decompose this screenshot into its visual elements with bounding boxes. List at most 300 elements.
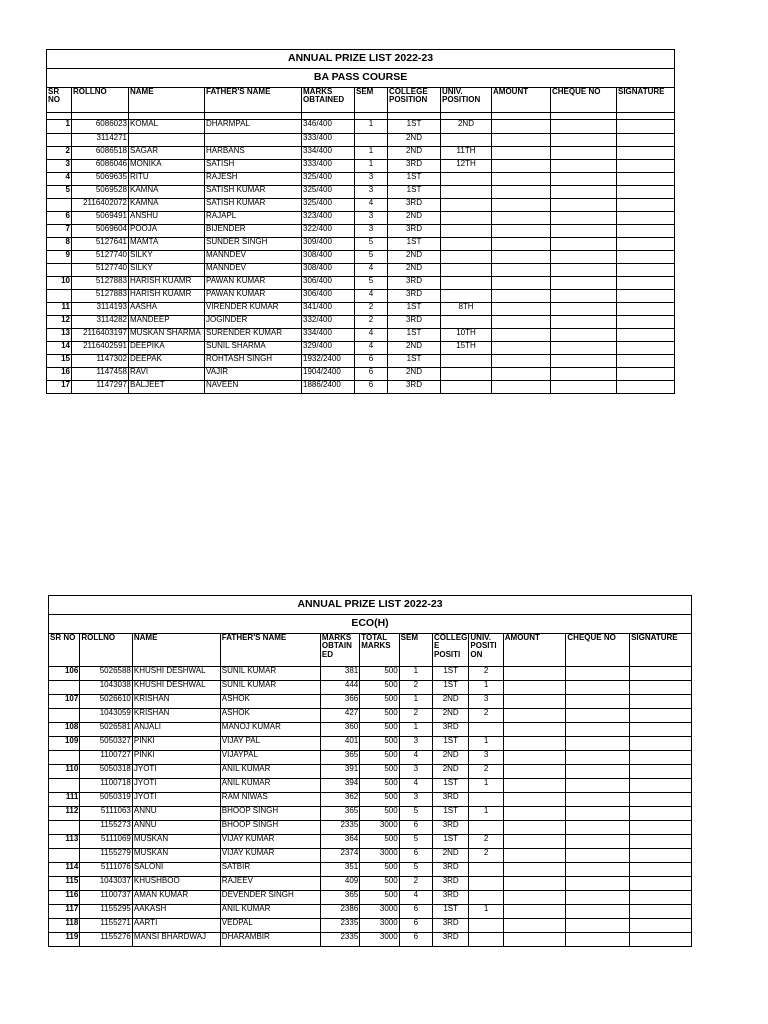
univ-position-cell [441,316,492,329]
sem-cell: 2 [355,316,388,329]
rollno-cell: 3114271 [72,134,129,147]
total-marks-cell: 500 [360,779,399,793]
rollno-cell: 1043037 [80,877,133,891]
table-row [47,173,675,186]
univ-position-cell: 1 [469,737,503,751]
rollno-cell: 1155295 [80,905,133,919]
sem-cell: 2 [399,877,432,891]
amount-cell [503,835,566,849]
amount-cell [503,709,566,723]
college-position-cell: 3RD [433,877,469,891]
spacer-cell [388,113,441,120]
sr-no-cell: 4 [47,173,72,186]
marks-obtained-cell: 2335 [320,919,359,933]
univ-position-cell: 11TH [441,147,492,160]
sr-no-cell: 115 [49,877,80,891]
signature-cell [630,807,692,821]
college-position-cell: 3RD [433,891,469,905]
cheque-no-cell [551,264,617,277]
sr-no-cell: 11 [47,303,72,316]
table-subtitle: ECO(H) [49,615,692,634]
sem-cell: 1 [355,147,388,160]
sem-cell: 1 [399,723,432,737]
total-marks-cell: 500 [360,807,399,821]
name-cell: DEEPIKA [129,342,205,355]
signature-cell [630,793,692,807]
header-row [49,634,692,667]
table-row [47,225,675,238]
sem-cell: 4 [399,779,432,793]
rollno-cell: 6086023 [72,120,129,134]
total-marks-cell: 3000 [360,919,399,933]
rollno-cell: 5026581 [80,723,133,737]
sr-no-cell: 8 [47,238,72,251]
name-cell: JYOTI [132,779,220,793]
father-name-cell: RAM NIWAS [220,793,320,807]
signature-cell [617,342,675,355]
sem-cell: 4 [355,342,388,355]
marks-obtained-cell: 366 [320,695,359,709]
total-marks-cell: 500 [360,709,399,723]
header-row [47,88,675,113]
marks-obtained-cell: 444 [320,681,359,695]
name-cell: HARISH KUAMR [129,277,205,290]
amount-cell [492,186,551,199]
table-row [47,147,675,160]
marks-cell: 325/400 [302,173,355,186]
cheque-no-cell [551,316,617,329]
college-position-cell: 1ST [388,329,441,342]
name-cell: KOMAL [129,120,205,134]
table-row [47,290,675,303]
table-row [49,891,692,905]
table-row [49,919,692,933]
sem-cell: 3 [355,212,388,225]
sem-cell: 6 [355,355,388,368]
sem-cell: 3 [355,225,388,238]
college-position-cell: 1ST [433,779,469,793]
college-position-cell: 2ND [388,368,441,381]
college-position-cell: 1ST [433,807,469,821]
rollno-cell: 1043038 [80,681,133,695]
name-cell: RAVI [129,368,205,381]
sem-cell: 1 [355,120,388,134]
univ-position-cell: 2 [469,709,503,723]
cheque-no-cell [566,821,630,835]
amount-cell [492,251,551,264]
sr-no-cell: 7 [47,225,72,238]
father-name-cell: SUNIL KUMAR [220,681,320,695]
college-position-cell: 3RD [388,277,441,290]
table-row [49,821,692,835]
cheque-no-cell [551,186,617,199]
college-position-cell: 1ST [388,186,441,199]
sr-no-cell: 108 [49,723,80,737]
cheque-no-cell [566,933,630,947]
sem-cell: 1 [355,160,388,173]
col-header-amount: AMOUNT [503,634,566,667]
sr-no-cell [49,709,80,723]
univ-position-cell [441,264,492,277]
table-row [49,835,692,849]
marks-cell: 329/400 [302,342,355,355]
signature-cell [630,821,692,835]
cheque-no-cell [566,877,630,891]
marks-cell: 325/400 [302,199,355,212]
cheque-no-cell [551,173,617,186]
col-header-sem: SEM [399,634,432,667]
sem-cell: 6 [399,919,432,933]
sr-no-cell [47,134,72,147]
col-header-univ-position: UNIV. POSITION [441,88,492,113]
name-cell: MONIKA [129,160,205,173]
col-header-cheque-no: CHEQUE NO [551,88,617,113]
amount-cell [503,667,566,681]
cheque-no-cell [551,134,617,147]
signature-cell [630,891,692,905]
cheque-no-cell [566,779,630,793]
total-marks-cell: 500 [360,737,399,751]
rollno-cell: 5026610 [80,695,133,709]
table-row [47,355,675,368]
signature-cell [617,173,675,186]
marks-cell: 341/400 [302,303,355,316]
table-row [47,160,675,173]
marks-obtained-cell: 360 [320,723,359,737]
father-name-cell: PAWAN KUMAR [205,277,302,290]
rollno-cell: 2116402072 [72,199,129,212]
rollno-cell: 6086518 [72,147,129,160]
ba-pass-course-rows [47,120,675,394]
sem-cell: 6 [399,849,432,863]
table-row [49,723,692,737]
signature-cell [617,160,675,173]
sem-cell: 1 [399,695,432,709]
name-cell: KAMNA [129,199,205,212]
signature-cell [617,329,675,342]
total-marks-cell: 500 [360,667,399,681]
table-row [49,863,692,877]
marks-cell: 322/400 [302,225,355,238]
name-cell: AMAN KUMAR [132,891,220,905]
marks-obtained-cell: 365 [320,807,359,821]
col-header-cheque-no: CHEQUE NO [566,634,630,667]
univ-position-cell [441,173,492,186]
amount-cell [492,368,551,381]
amount-cell [503,807,566,821]
college-position-cell: 2ND [388,212,441,225]
univ-position-cell: 1 [469,807,503,821]
name-cell: ANSHU [129,212,205,225]
ba-pass-course-table [46,49,675,394]
col-header-total-marks: TOTAL MARKS [360,634,399,667]
signature-cell [630,723,692,737]
total-marks-cell: 500 [360,835,399,849]
rollno-cell: 6086046 [72,160,129,173]
col-header-college-position: COLLEGE POSITION [388,88,441,113]
sr-no-cell: 17 [47,381,72,394]
father-name-cell: RAJAPL [205,212,302,225]
cheque-no-cell [566,751,630,765]
eco-h-rows [49,667,692,947]
college-position-cell: 3RD [433,863,469,877]
signature-cell [630,933,692,947]
col-header-signature: SIGNATURE [630,634,692,667]
sem-cell: 3 [399,765,432,779]
table-row [49,849,692,863]
amount-cell [503,723,566,737]
name-cell: BALJEET [129,381,205,394]
cheque-no-cell [551,303,617,316]
rollno-cell: 5069491 [72,212,129,225]
sem-cell: 2 [355,303,388,316]
amount-cell [492,147,551,160]
sr-no-cell [47,290,72,303]
sr-no-cell: 12 [47,316,72,329]
rollno-cell: 5050318 [80,765,133,779]
total-marks-cell: 500 [360,681,399,695]
total-marks-cell: 500 [360,891,399,905]
marks-cell: 1886/2400 [302,381,355,394]
rollno-cell: 5050327 [80,737,133,751]
amount-cell [503,695,566,709]
univ-position-cell: 12TH [441,160,492,173]
name-cell: SILKY [129,251,205,264]
sem-cell: 4 [355,329,388,342]
cheque-no-cell [566,681,630,695]
table-row [47,277,675,290]
name-cell: SAGAR [129,147,205,160]
sem-cell: 6 [355,381,388,394]
college-position-cell: 3RD [433,723,469,737]
rollno-cell: 3114282 [72,316,129,329]
rollno-cell: 1100737 [80,891,133,905]
rollno-cell: 1155276 [80,933,133,947]
father-name-cell: RAJESH [205,173,302,186]
cheque-no-cell [566,919,630,933]
eco-h-table [48,595,692,947]
univ-position-cell [441,225,492,238]
sr-no-cell: 111 [49,793,80,807]
sr-no-cell: 113 [49,835,80,849]
signature-cell [617,120,675,134]
sr-no-cell: 116 [49,891,80,905]
sem-cell: 3 [399,737,432,751]
cheque-no-cell [551,381,617,394]
total-marks-cell: 3000 [360,821,399,835]
sr-no-cell: 118 [49,919,80,933]
name-cell: ANJALI [132,723,220,737]
college-position-cell: 1ST [433,835,469,849]
sr-no-cell: 9 [47,251,72,264]
univ-position-cell [441,212,492,225]
univ-position-cell: 2ND [441,120,492,134]
total-marks-cell: 500 [360,793,399,807]
amount-cell [503,765,566,779]
sem-cell: 5 [399,807,432,821]
marks-cell: 333/400 [302,134,355,147]
sr-no-cell: 109 [49,737,80,751]
cheque-no-cell [551,147,617,160]
spacer-cell [492,113,551,120]
father-name-cell: ANIL KUMAR [220,905,320,919]
marks-cell: 308/400 [302,264,355,277]
father-name-cell: NAVEEN [205,381,302,394]
cheque-no-cell [566,709,630,723]
father-name-cell: MANNDEV [205,251,302,264]
table-row [49,681,692,695]
college-position-cell: 3RD [433,821,469,835]
rollno-cell: 5069635 [72,173,129,186]
univ-position-cell [469,877,503,891]
col-header-name: NAME [129,88,205,113]
amount-cell [503,919,566,933]
marks-cell: 325/400 [302,186,355,199]
table-row [47,186,675,199]
sr-no-cell: 119 [49,933,80,947]
sr-no-cell [47,199,72,212]
signature-cell [617,303,675,316]
marks-cell: 306/400 [302,277,355,290]
univ-position-cell [469,863,503,877]
col-header-amount: AMOUNT [492,88,551,113]
amount-cell [492,290,551,303]
marks-cell: 332/400 [302,316,355,329]
father-name-cell: SUNIL KUMAR [220,667,320,681]
college-position-cell: 2ND [433,709,469,723]
rollno-cell: 5127883 [72,277,129,290]
cheque-no-cell [551,290,617,303]
sem-cell: 6 [399,821,432,835]
name-cell: KHUSHI DESHWAL [132,681,220,695]
amount-cell [492,225,551,238]
total-marks-cell: 3000 [360,849,399,863]
sr-no-cell: 5 [47,186,72,199]
signature-cell [617,212,675,225]
father-name-cell: VIJAYPAL [220,751,320,765]
name-cell: PINKI [132,751,220,765]
col-header-father-name: FATHER'S NAME [205,88,302,113]
sr-no-cell: 107 [49,695,80,709]
college-position-cell: 1ST [433,681,469,695]
signature-cell [617,368,675,381]
cheque-no-cell [551,199,617,212]
sr-no-cell: 16 [47,368,72,381]
college-position-cell: 1ST [388,120,441,134]
father-name-cell: VIJAY PAL [220,737,320,751]
spacer-cell [72,113,129,120]
univ-position-cell [469,891,503,905]
univ-position-cell [469,919,503,933]
cheque-no-cell [551,329,617,342]
father-name-cell: MANNDEV [205,264,302,277]
rollno-cell: 1147297 [72,381,129,394]
table-row [49,807,692,821]
college-position-cell: 1ST [433,905,469,919]
amount-cell [503,751,566,765]
table-row [47,264,675,277]
col-header-sr-no: SR NO [49,634,80,667]
marks-obtained-cell: 391 [320,765,359,779]
univ-position-cell [441,199,492,212]
marks-cell: 309/400 [302,238,355,251]
univ-position-cell [469,793,503,807]
cheque-no-cell [566,905,630,919]
sem-cell: 1 [399,667,432,681]
cheque-no-cell [566,835,630,849]
univ-position-cell [469,821,503,835]
table-row [47,251,675,264]
name-cell: KHUSHI DESHWAL [132,667,220,681]
signature-cell [630,765,692,779]
rollno-cell: 5111063 [80,807,133,821]
amount-cell [492,381,551,394]
college-position-cell: 3RD [388,199,441,212]
father-name-cell: VEDPAL [220,919,320,933]
sr-no-cell [49,751,80,765]
col-header-sem: SEM [355,88,388,113]
father-name-cell: SURENDER KUMAR [205,329,302,342]
amount-cell [503,863,566,877]
college-position-cell: 3RD [388,316,441,329]
table-row [49,751,692,765]
signature-cell [617,264,675,277]
father-name-cell: JOGINDER [205,316,302,329]
sem-cell: 4 [355,264,388,277]
marks-obtained-cell: 427 [320,709,359,723]
univ-position-cell [441,251,492,264]
father-name-cell: DHARAMBIR [220,933,320,947]
father-name-cell [205,134,302,147]
amount-cell [503,849,566,863]
marks-obtained-cell: 2374 [320,849,359,863]
table-subtitle: BA PASS COURSE [47,69,675,88]
univ-position-cell: 3 [469,751,503,765]
amount-cell [503,681,566,695]
sr-no-cell: 106 [49,667,80,681]
marks-cell: 306/400 [302,290,355,303]
sem-cell: 2 [399,681,432,695]
sem-cell: 5 [355,251,388,264]
cheque-no-cell [551,225,617,238]
amount-cell [492,238,551,251]
total-marks-cell: 500 [360,723,399,737]
father-name-cell: DEVENDER SINGH [220,891,320,905]
father-name-cell: BHOOP SINGH [220,807,320,821]
univ-position-cell [469,933,503,947]
signature-cell [630,905,692,919]
univ-position-cell: 1 [469,779,503,793]
college-position-cell: 3RD [433,919,469,933]
univ-position-cell: 3 [469,695,503,709]
signature-cell [617,199,675,212]
univ-position-cell [441,355,492,368]
marks-cell: 346/400 [302,120,355,134]
rollno-cell: 5111076 [80,863,133,877]
table-row [49,709,692,723]
univ-position-cell: 8TH [441,303,492,316]
name-cell: MUSKAN SHARMA [129,329,205,342]
college-position-cell: 3RD [388,160,441,173]
col-header-marks: MARKS OBTAINED [302,88,355,113]
sr-no-cell [49,849,80,863]
rollno-cell: 1155279 [80,849,133,863]
name-cell: MUSKAN [132,835,220,849]
name-cell [129,134,205,147]
father-name-cell: BIJENDER [205,225,302,238]
sr-no-cell [49,821,80,835]
cheque-no-cell [551,355,617,368]
